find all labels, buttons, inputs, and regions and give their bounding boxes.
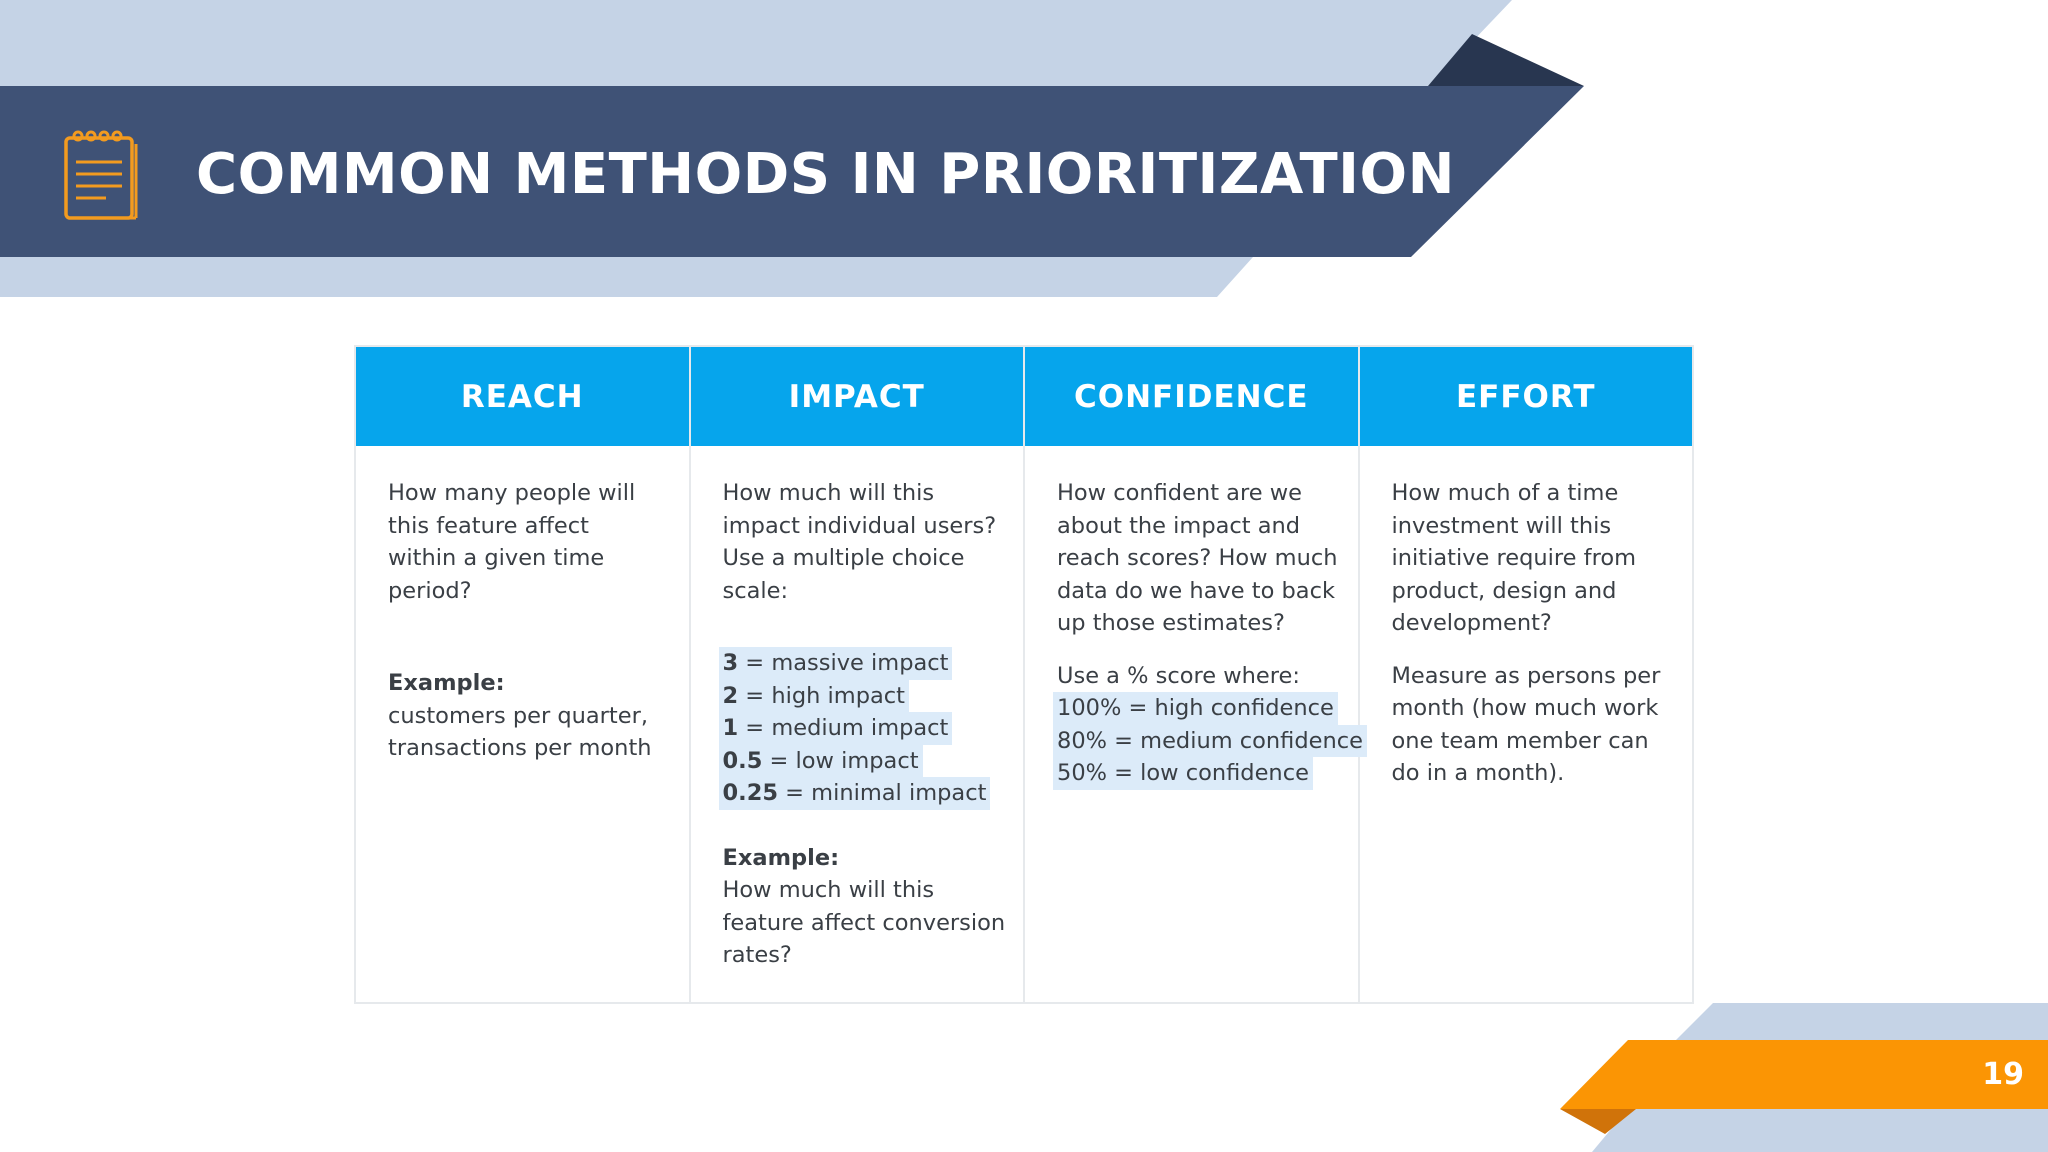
header-light-band	[0, 0, 1512, 86]
footer-light-band-top	[1674, 1003, 2048, 1042]
column-header-confidence: CONFIDENCE	[1025, 347, 1358, 446]
confidence-scale: Use a % score where: 100% = high confidence 80% = medium confidence 50% = low confidence	[1057, 660, 1338, 790]
confidence-scale-item: 50% = low confidence	[1053, 757, 1313, 790]
impact-scale-item: 0.25 = minimal impact	[719, 777, 991, 810]
effort-measure: Measure as persons per month (how much work one team member can do in a month).	[1391, 662, 1661, 786]
impact-scale-item: 0.5 = low impact	[719, 745, 923, 778]
column-body-effort	[1392, 477, 1673, 790]
footer-light-band-bottom	[1592, 1109, 2048, 1152]
impact-scale-item: 3 = massive impact	[719, 647, 953, 680]
rice-table	[354, 345, 1694, 1004]
confidence-scale-item: 100% = high confidence	[1053, 692, 1338, 725]
impact-scale-item: 1 = medium impact	[719, 712, 953, 745]
confidence-scale-item: 80% = medium confidence	[1053, 725, 1367, 758]
effort-question: How much of a time investment will this initiative require from product, design and development?	[1391, 480, 1637, 636]
impact-question: How much will this impact individual users? Use a multiple choice scale:	[722, 480, 997, 604]
confidence-question: How confident are we about the impact and reach scores? How much data do we have to back up those estimates?	[1057, 480, 1338, 636]
page-number: 19	[1982, 1057, 2024, 1092]
column-header-effort: EFFORT	[1360, 347, 1693, 446]
slide-title: COMMON METHODS IN PRIORITIZATION	[196, 142, 1455, 207]
column-body-impact	[723, 477, 1004, 972]
column-header-reach: REACH	[356, 347, 689, 446]
column-effort	[1360, 347, 1693, 1002]
column-body-confidence	[1057, 477, 1363, 790]
impact-scale	[723, 647, 1004, 810]
impact-example: Example: How much will this feature affect conversion rates?	[722, 844, 1006, 968]
reach-example: Example: customers per quarter, transactions per month	[388, 670, 652, 761]
column-body-reach	[388, 477, 669, 765]
reach-question: How many people will this feature affect within a given time period?	[388, 480, 636, 604]
column-impact	[691, 347, 1026, 1002]
column-confidence	[1025, 347, 1363, 1002]
notepad-icon	[62, 128, 140, 222]
column-reach	[356, 347, 691, 1002]
impact-scale-item: 2 = high impact	[719, 680, 909, 713]
column-header-impact: IMPACT	[691, 347, 1024, 446]
header-light-band-bottom	[0, 257, 1253, 297]
